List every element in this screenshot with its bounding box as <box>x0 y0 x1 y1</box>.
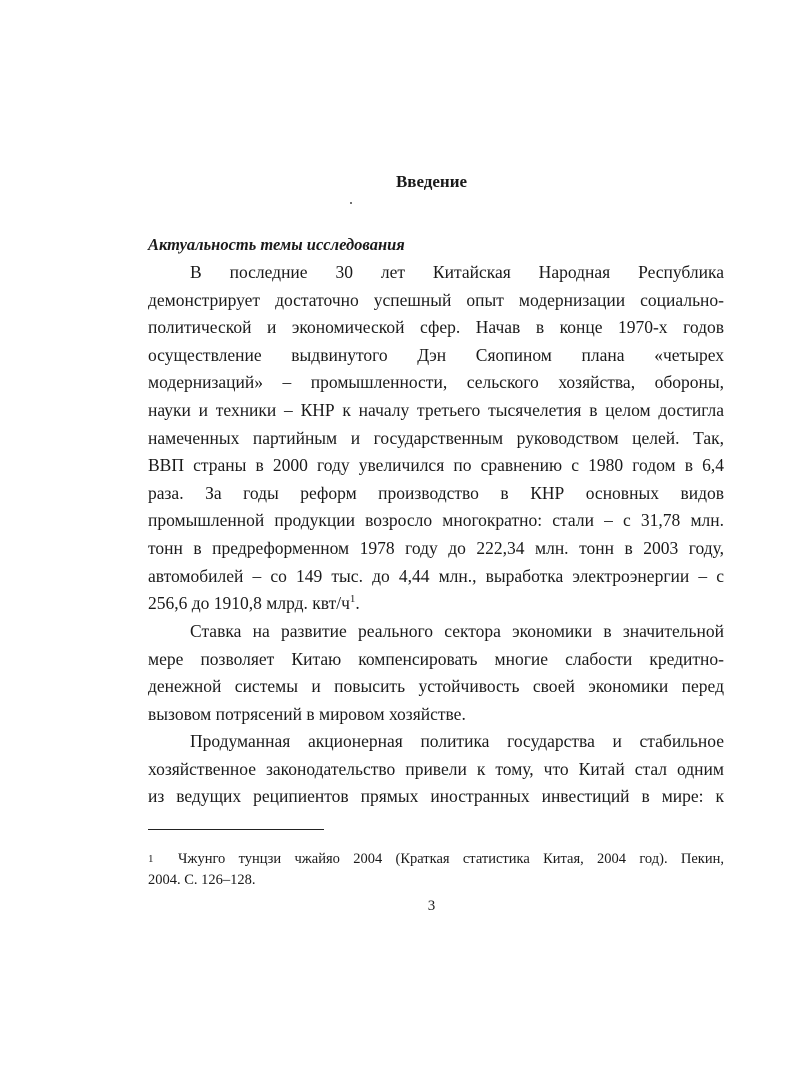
paragraph-3 <box>148 728 724 811</box>
text-line: мере позволяет Китаю компенсировать многие слабости кредитно- <box>148 648 724 669</box>
footnote <box>148 849 724 891</box>
text-line: промышленной продукции возросло многократно: стали – с 31,78 млн. <box>148 510 724 531</box>
text-line: автомобилей – со 149 тыс. до 4,44 млн., выработка электроэнергии – с <box>148 565 724 586</box>
text-line: 256,6 до 1910,8 млрд. квт/$ч^1$. <box>148 593 360 614</box>
section-heading: Актуальность темы исследования <box>148 235 405 254</box>
text-line: политической и экономической сфер. Начав в конце 1970-х годов <box>148 317 724 338</box>
text-line: модернизаций» – промышленности, сельского хозяйства, обороны, <box>148 372 724 393</box>
text-line: хозяйственное законодательство привели к тому, что Китай стал одним <box>148 758 724 779</box>
page-number: 3 <box>427 898 436 914</box>
footnote-line: 2004. С. 126–128. <box>148 872 256 888</box>
text-line: вызовом потрясений в мировом хозяйстве. <box>148 703 466 724</box>
paragraph-1 <box>148 259 724 618</box>
text-line: ВВП страны в 2000 году увеличился по сравнению с 1980 годом в 6,4 <box>148 455 724 476</box>
text-line: тонн в предреформенном 1978 году до 222,34 млн. тонн в 2003 году, <box>148 537 724 558</box>
text-line: из ведущих реципиентов прямых иностранных инвестиций в мире: к <box>148 786 724 807</box>
text-line: Продуманная акционерная политика государства и стабильное <box>190 731 724 751</box>
footnote-number: 1 <box>148 853 154 865</box>
text-line: Ставка на развитие реального сектора экономики в значительной <box>190 621 724 641</box>
text-line: демонстрирует достаточно успешный опыт модернизации социально- <box>148 289 724 310</box>
footnote-reference[interactable]: 1 <box>349 593 356 606</box>
scan-speck <box>350 202 352 204</box>
text-line: В последние 30 лет Китайская Народная Республика <box>190 262 724 282</box>
text-line: науки и техники – КНР к началу третьего тысячелетия в целом достигла <box>148 399 724 420</box>
text-line: намеченных партийным и государственным руководством целей. Так, <box>148 427 724 448</box>
footnote-separator <box>148 829 324 830</box>
text-line: денежной системы и повысить устойчивость своей экономики перед <box>148 676 724 697</box>
text-line: осуществление выдвинутого Дэн Сяопином плана «четырех <box>148 344 724 365</box>
page-title: Введение <box>395 172 468 191</box>
text-line: раза. За годы реформ производство в КНР основных видов <box>148 482 724 503</box>
paragraph-2 <box>148 618 724 728</box>
footnote-line: 1 Чжунго тунцзи чжайяо 2004 (Краткая статистика Китая, 2004 год). Пекин, <box>148 849 724 870</box>
